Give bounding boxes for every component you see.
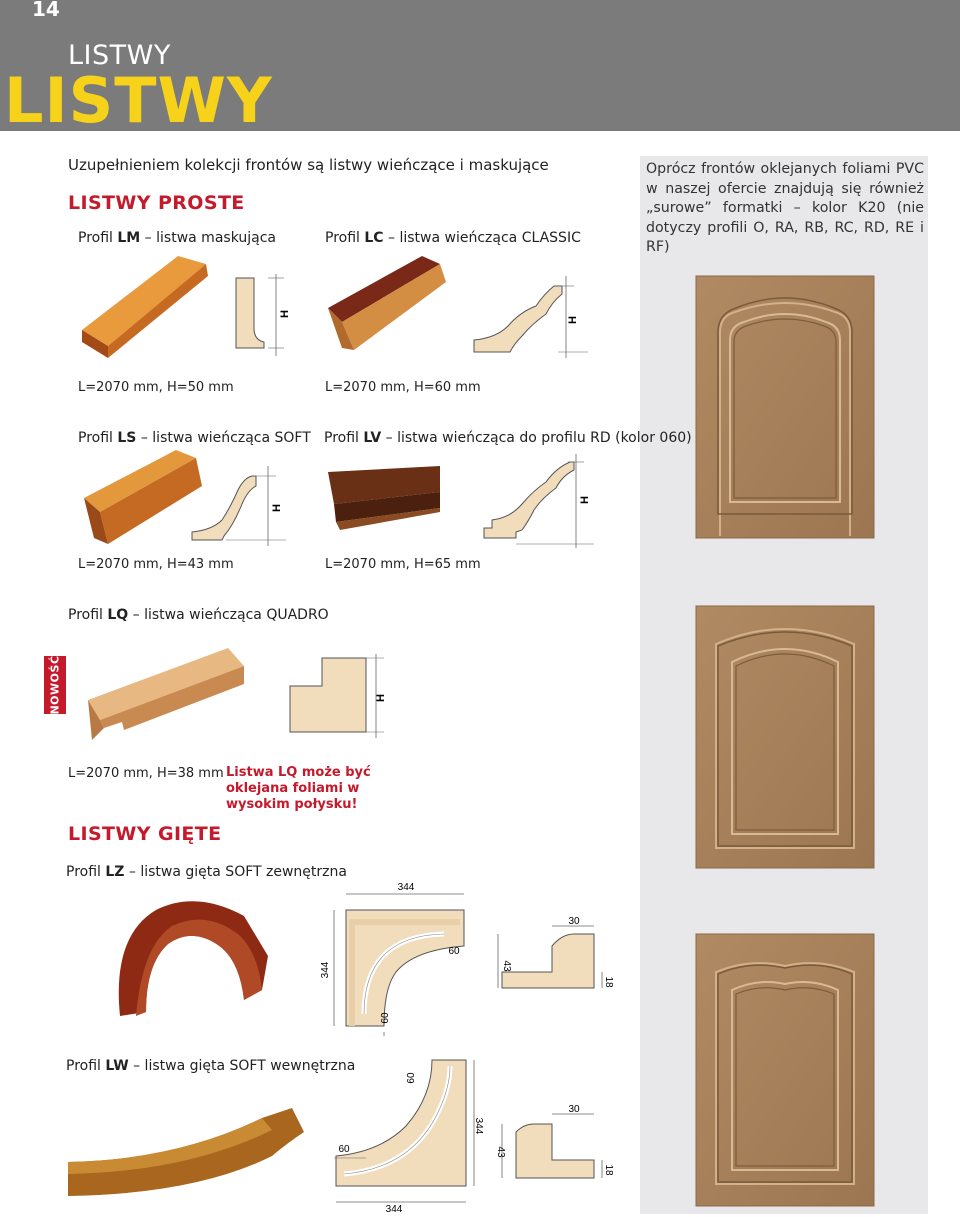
dim-344-lw-right: 344	[473, 1117, 484, 1135]
profile-lv-photo	[324, 462, 444, 536]
profile-lw-section-drawing	[494, 1100, 614, 1190]
dim-30-lz: 30	[568, 916, 580, 927]
dim-h-lv: H	[579, 496, 591, 504]
profile-lc-spec: L=2070 mm, H=60 mm	[325, 380, 481, 395]
profile-lc-photo	[322, 250, 446, 360]
dim-18-lz: 18	[603, 976, 614, 988]
profile-lq-label: Profil LQ – listwa wieńcząca QUADRO	[68, 607, 329, 623]
profile-lw-label: Profil LW – listwa gięta SOFT wewnętrzna	[66, 1058, 356, 1074]
page-number: 14	[0, 0, 88, 20]
profile-lz-label: Profil LZ – listwa gięta SOFT zewnętrzna	[66, 864, 347, 880]
dim-h-lm: H	[279, 310, 291, 318]
dim-30-lw: 30	[568, 1104, 580, 1115]
profile-lz-section-drawing	[494, 912, 614, 1002]
dim-18-lw: 18	[603, 1164, 614, 1176]
profile-ls-drawing	[186, 460, 290, 550]
page-title-small: LISTWY	[68, 40, 171, 71]
dim-60-right: 60	[448, 946, 460, 957]
dim-344-lw-bottom: 344	[385, 1204, 403, 1212]
profile-lw-plan-drawing	[318, 1056, 488, 1212]
profile-lw-photo	[66, 1100, 316, 1206]
dim-h-ls: H	[271, 504, 283, 512]
dim-43-lw: 43	[495, 1146, 506, 1158]
dim-60-bottom: 60	[380, 1012, 391, 1024]
section-title-bent: LISTWY GIĘTE	[68, 823, 222, 845]
door-panel-arched	[690, 274, 880, 544]
section-title-straight: LISTWY PROSTE	[68, 192, 245, 214]
dim-h-lq: H	[375, 694, 387, 702]
dim-60-lw-left: 60	[338, 1144, 350, 1155]
profile-lv-spec: L=2070 mm, H=65 mm	[325, 557, 481, 572]
profile-lq-drawing	[282, 652, 392, 742]
door-panel-soft-arch	[690, 932, 880, 1212]
dim-344-top: 344	[397, 882, 415, 893]
dim-344-left: 344	[320, 961, 331, 979]
profile-lz-photo	[112, 896, 274, 1020]
profile-lm-label: Profil LM – listwa maskująca	[78, 230, 276, 246]
dim-h-lc: H	[567, 316, 579, 324]
profile-lm-drawing	[230, 270, 305, 360]
profile-lv-drawing	[476, 452, 600, 552]
profile-lz-plan-drawing	[314, 876, 474, 1036]
profile-lv-label: Profil LV – listwa wieńcząca do profilu RD (kolor 060)	[324, 430, 692, 446]
intro-text: Uzupełnieniem kolekcji frontów są listwy wieńczące i maskujące	[68, 156, 549, 174]
sidebar-text: Oprócz frontów oklejanych foliami PVC w naszej ofercie znajdują się również „surowe” formatki – kolor K20 (nie dotyczy profili O, RA, RB, RC, RD, RE i RF)	[646, 161, 924, 255]
profile-lm-photo	[78, 250, 218, 366]
profile-lm-spec: L=2070 mm, H=50 mm	[78, 380, 234, 395]
profile-ls-spec: L=2070 mm, H=43 mm	[78, 557, 234, 572]
profile-lq-photo	[84, 644, 250, 744]
page-title-large: LISTWY	[4, 64, 273, 137]
profile-lq-note: Listwa LQ może być oklejana foliami w wysokim połysku!	[226, 765, 371, 812]
profile-lc-drawing	[466, 272, 596, 364]
dim-43-lz: 43	[501, 960, 512, 972]
profile-ls-label: Profil LS – listwa wieńcząca SOFT	[78, 430, 311, 446]
door-panel-cathedral	[690, 604, 880, 874]
new-badge: NOWOŚĆ	[44, 656, 66, 714]
dim-60-lw-top: 60	[406, 1072, 417, 1084]
profile-lc-label: Profil LC – listwa wieńcząca CLASSIC	[325, 230, 581, 246]
profile-lq-spec: L=2070 mm, H=38 mm	[68, 766, 224, 781]
